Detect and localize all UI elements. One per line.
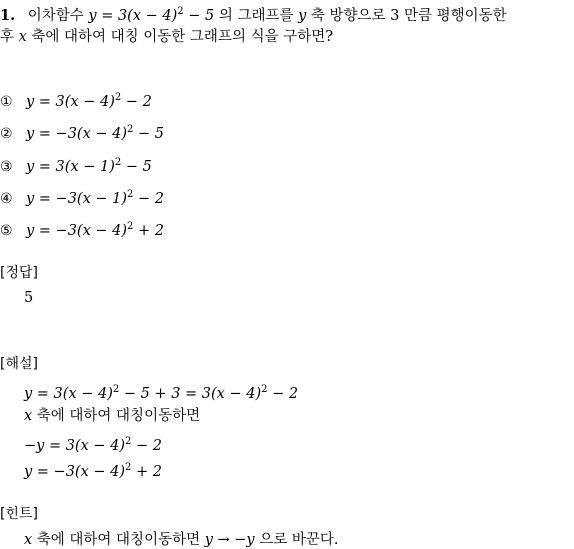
choice-formula: $y = -3(x - 4)^2 + 2$	[26, 221, 164, 239]
stem-function: $y = 3(x - 4)^2 - 5$	[88, 6, 215, 24]
explanation-line-3: $-y = 3(x - 4)^2 - 2$	[24, 436, 162, 454]
stem-var-y: y	[298, 8, 307, 24]
choice-2[interactable]	[0, 121, 164, 143]
stem-text: 후	[0, 29, 15, 45]
choice-marker: ③	[0, 159, 13, 175]
stem-text: 축에 대하여 대칭 이동한 그래프의 식을 구하면?	[31, 29, 333, 45]
choice-marker: ⑤	[0, 223, 13, 239]
choice-5[interactable]	[0, 218, 164, 240]
hint-text: x 축에 대하여 대칭이동하면 y → −y 으로 바꾼다.	[24, 532, 339, 548]
choice-3[interactable]	[0, 154, 152, 176]
question-stem-line2	[0, 28, 333, 46]
stem-text: 의 그래프를	[218, 8, 294, 24]
stem-var-x: x	[18, 29, 27, 45]
hint-heading: [힌트]	[0, 506, 38, 522]
choice-marker: ①	[0, 94, 13, 110]
answer-value: 5	[24, 290, 34, 306]
explanation-line-1: $y = 3(x - 4)^2 - 5 + 3 = 3(x - 4)^2 - 2$	[24, 384, 299, 402]
stem-text: 이차함수	[27, 8, 84, 24]
stem-text: 축 방향으로 3 만큼 평행이동한	[310, 8, 507, 24]
choice-formula: $y = 3(x - 1)^2 - 5$	[26, 157, 152, 175]
choice-1[interactable]	[0, 89, 152, 111]
explanation-line-2: x 축에 대하여 대칭이동하면	[24, 408, 201, 424]
explanation-line-4: $y = -3(x - 4)^2 + 2$	[24, 462, 162, 480]
choice-formula: $y = -3(x - 4)^2 - 5$	[26, 124, 164, 142]
question-number: 1.	[0, 7, 16, 24]
choice-formula: $y = 3(x - 4)^2 - 2$	[26, 92, 152, 110]
question-stem-line1	[0, 3, 507, 25]
choice-formula: $y = -3(x - 1)^2 - 2$	[26, 189, 164, 207]
choice-marker: ④	[0, 191, 13, 207]
choice-marker: ②	[0, 126, 13, 142]
choice-4[interactable]	[0, 186, 164, 208]
answer-heading: [정답]	[0, 265, 38, 281]
explanation-heading: [해설]	[0, 356, 38, 372]
